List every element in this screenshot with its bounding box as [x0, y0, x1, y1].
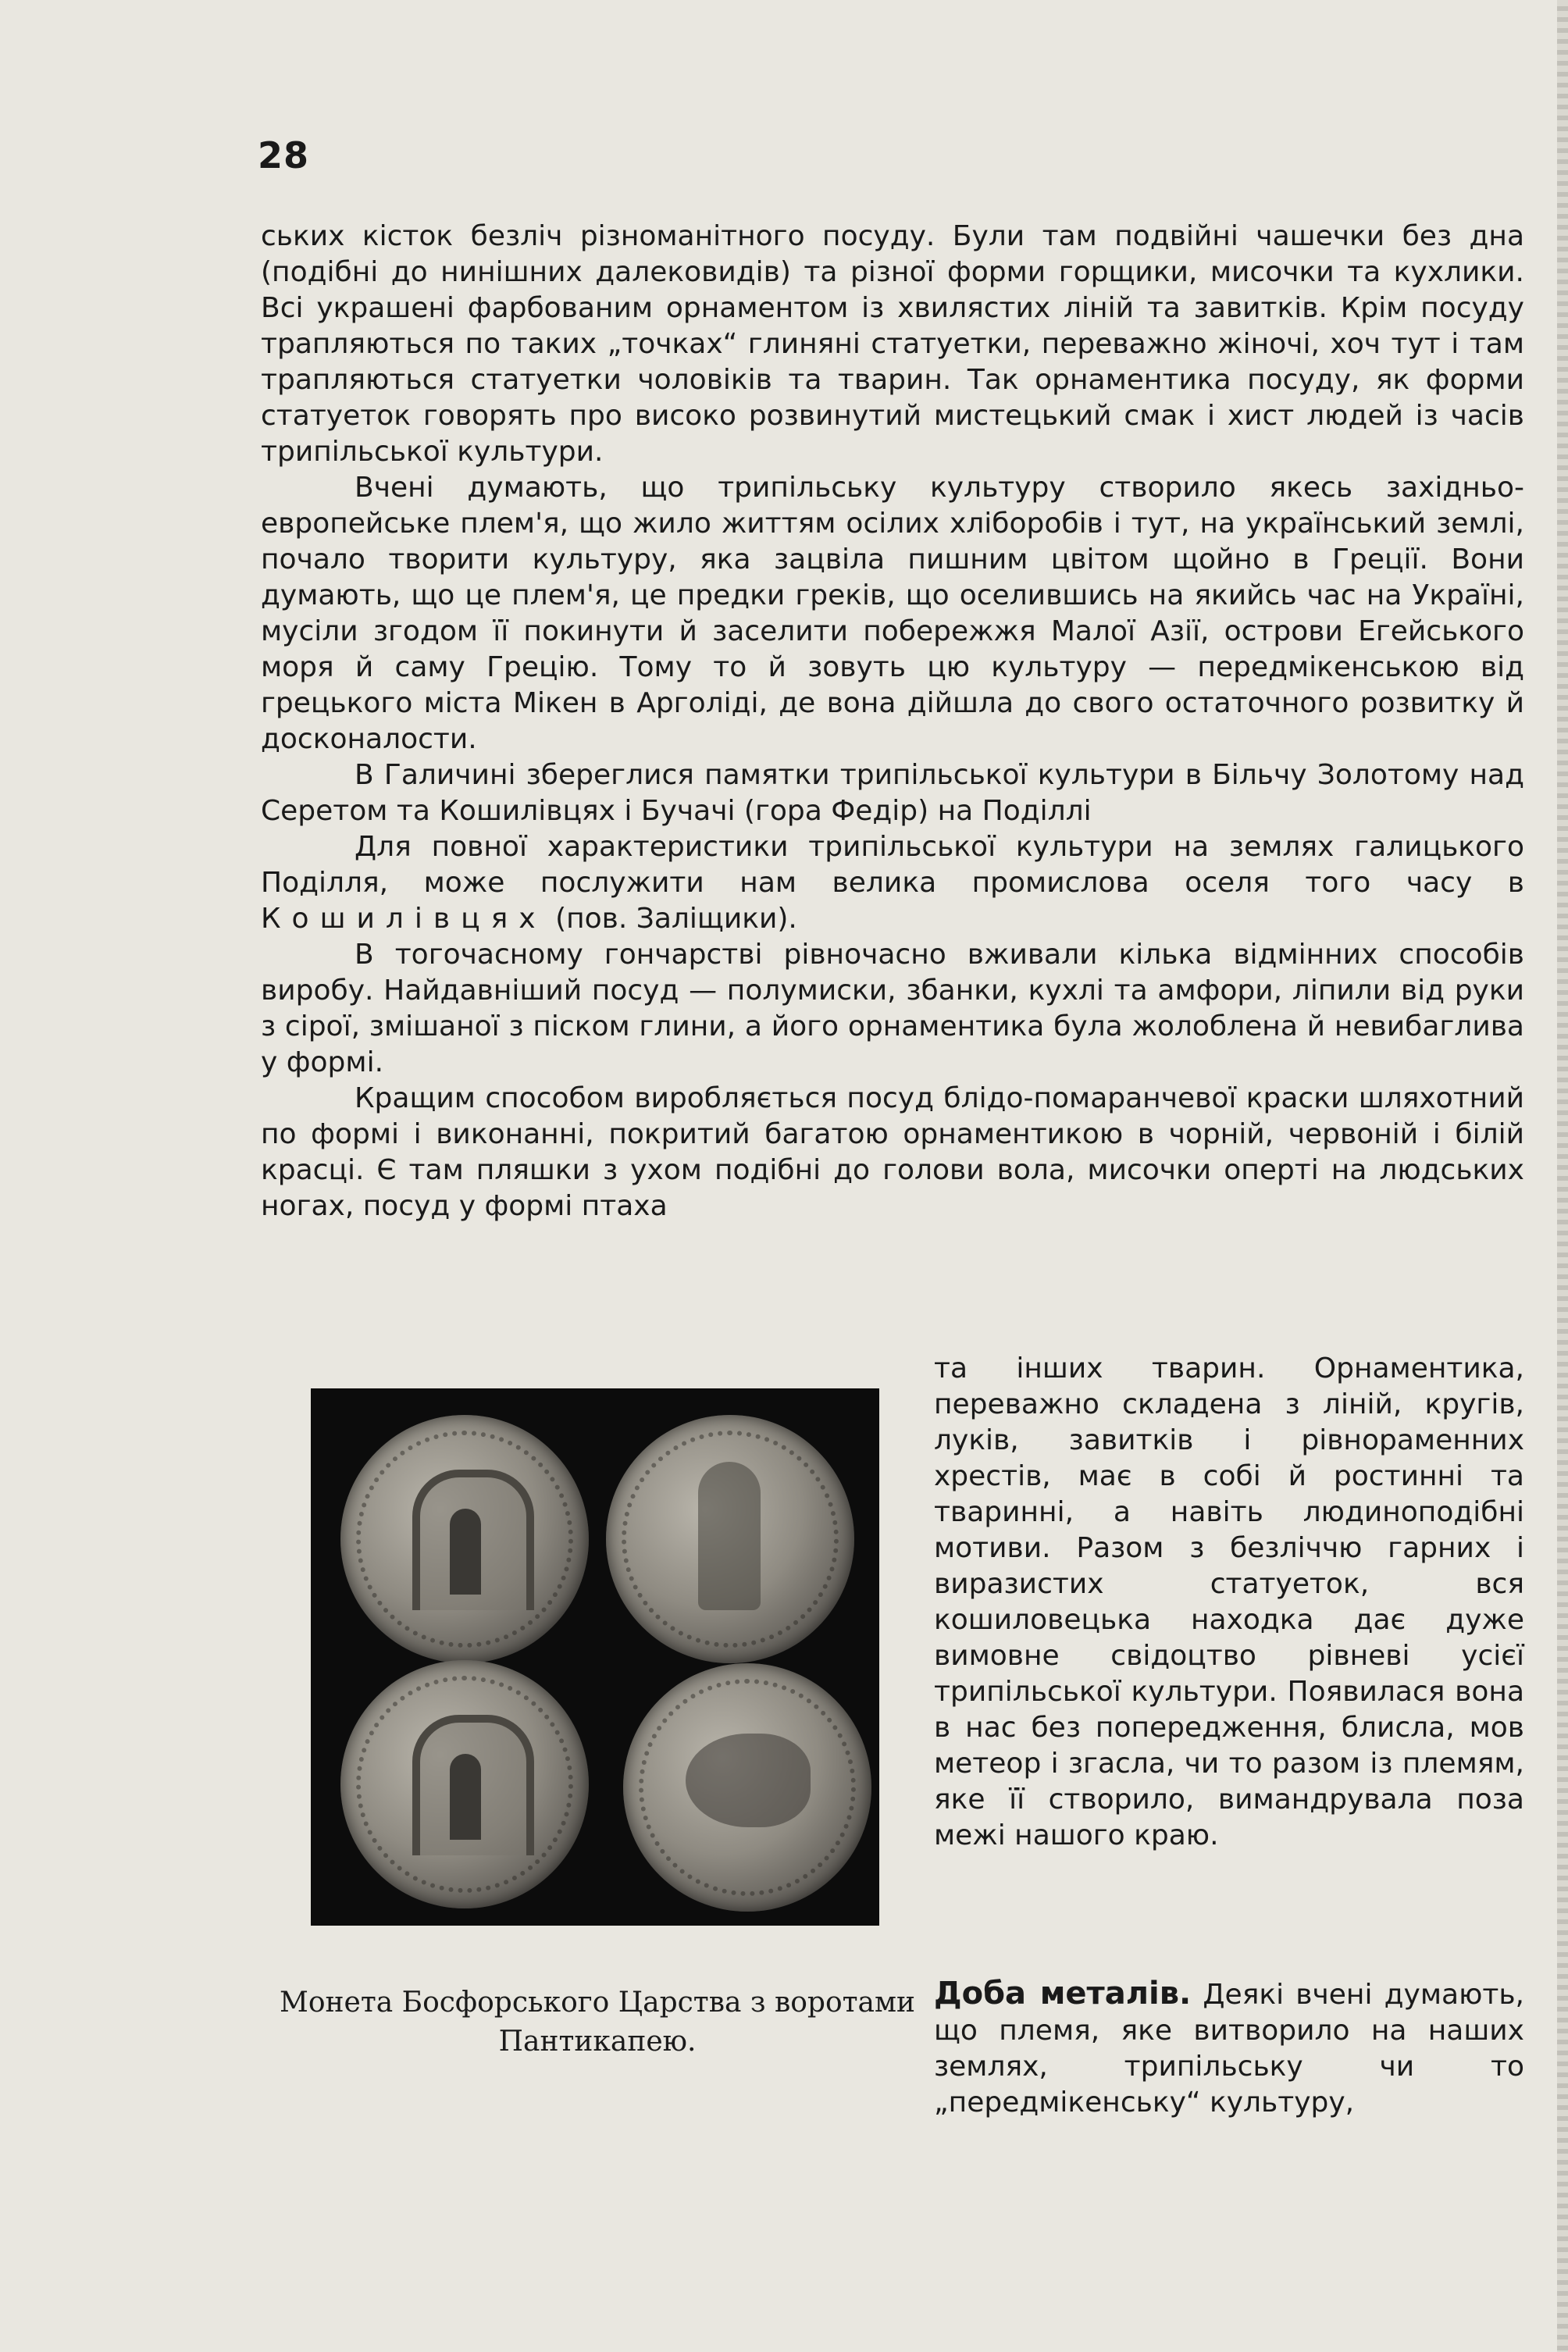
paragraph — [261, 829, 1524, 937]
section-text: Деякі вчені думають, що племя, яке витворило на наших землях, трипільську чи то „передмікенську“ культуру, — [934, 1979, 1524, 2119]
paragraph: В Галичині збереглися памятки трипільської культури в Більчу Золотому над Серетом та Кошилівцях і Бучачі (гора Федір) на Поділлі — [261, 759, 1524, 827]
coins-photo — [311, 1388, 879, 1926]
coin-rider-image — [623, 1663, 871, 1912]
paragraph-text: (пов. Заліщики). — [546, 903, 797, 935]
page-number: 28 — [258, 134, 310, 176]
paragraph: ських кісток безліч різноманітного посуду. Були там подвійні чашечки без дна (подібні до нинішних далековидів) та різної форми горщики, мисочки та кухлики. Всі украшені фарбованим орнаментом із хвилястих ліній та завитків. Крім посуду трапляються по таких „точках“ глиняні статуетки, переважно жіночі, хоч тут і там трапляються статуетки чоловіків та тварин. Так орнаментика посуду, як форми статуеток говорять про високо розвинутий мистецький смак і хист людей із часів трипільської культури. — [261, 220, 1524, 468]
paragraph — [934, 1976, 1524, 2121]
paragraph: В тогочасному гончарстві рівночасно вживали кілька відмінних способів виробу. Найдавніший посуд — полумиски, збанки, кухлі та амфори, ліпили від руки з сірої, змішаної з піском глини, а його орнаментика була жолоблена й невибаглива у формі. — [261, 939, 1524, 1078]
scan-edge — [1557, 0, 1568, 2352]
coin-gate-image — [340, 1660, 589, 1908]
coin-gate-image — [340, 1415, 589, 1663]
section-title: Доба металів. — [934, 1976, 1192, 2012]
coin-figure-image — [606, 1415, 854, 1663]
figure-caption: Монета Босфорського Царства з воротами Пантикапею. — [279, 1987, 916, 2058]
main-text — [261, 219, 1524, 1224]
paragraph: та інших тварин. Орнаментика, переважно складена з ліній, кругів, луків, завитків і рівнораменних хрестів, має в собі й ростинні та тваринні, а навіть людиноподібні мотиви. Разом з безліччю гарних і виразистих статуеток, вся кошиловецька находка дає дуже вимовне свідоцтво рівневі усієї трипільської культури. Появилася вона в нас без попередження, блисла, мов метеор і згасла, чи то разом із племям, яке її створило, вимандрувала поза межі нашого краю. — [934, 1352, 1524, 1851]
place-name-spaced: Кошилівцях — [261, 903, 547, 935]
paragraph: Кращим способом виробляється посуд блідо-помаранчевої краски шляхотний по формі і виконанні, покритий багатою орнаментикою в чорній, червоній і білій красці. Є там пляшки з ухом подібні до голови вола, мисочки оперті на людських ногах, посуд у формі птаха — [261, 1082, 1524, 1222]
section-block — [934, 1976, 1524, 2121]
paragraph-text: Для повної характеристики трипільської культури на землях галицького Поділля, може послужити нам велика промислова оселя того часу в — [261, 831, 1524, 899]
paragraph: Вчені думають, що трипільську культуру створило якесь західньо-европейське плем'я, що жило життям осілих хліборобів і тут, на український землі, почало творити культуру, яка зацвіла пишним цвітом щойно в Греції. Вони думають, що це плем'я, це предки греків, що оселившись на якийсь час на Україні, мусіли згодом її покинути й заселити побережжя Малої Азії, острови Егейського моря й саму Грецію. Тому то й зовуть цю культуру — передмікенською від грецького міста Мікен в Арголіді, де вона дійшла до свого остаточного розвитку й досконалости. — [261, 472, 1524, 755]
side-column-text — [934, 1351, 1524, 1854]
